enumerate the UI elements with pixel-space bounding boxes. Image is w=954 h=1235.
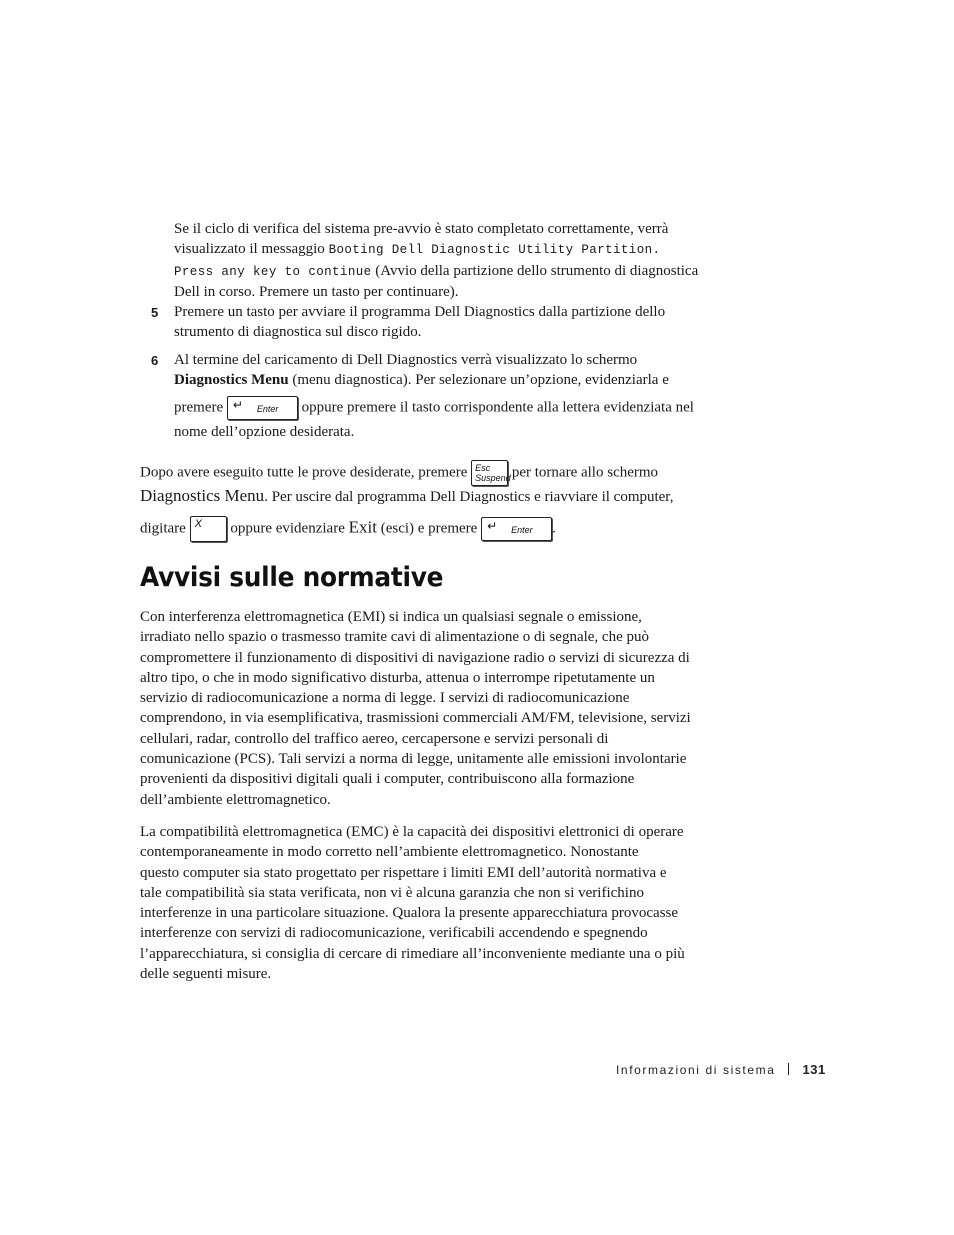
exit-label: Exit <box>348 517 377 537</box>
enter-key-icon: ↵ Enter <box>227 396 298 420</box>
step-number-5: 5 <box>151 305 159 320</box>
section-title: Avvisi sulle normative <box>140 562 444 593</box>
diagnostics-menu-label: Diagnostics Menu <box>140 486 265 505</box>
footer-divider <box>788 1063 789 1075</box>
step-6-line-4: nome dell’opzione desiderata. <box>174 424 355 440</box>
x-key-icon: X <box>190 516 227 542</box>
esc-key-icon: Esc Suspend <box>471 460 508 486</box>
step-5-text: Premere un tasto per avviare il programma Dell Diagnostics dalla partizione dello strumento di diagnostica sul disco rigido. <box>174 304 666 341</box>
page-footer <box>616 1062 826 1077</box>
step-6-line-3: premere ↵ Enter oppure premere il tasto corrispondente alla lettera evidenziata nel <box>174 396 744 420</box>
enter-key-icon: ↵ Enter <box>481 517 552 541</box>
footer-section-name: Informazioni di sistema <box>616 1063 776 1077</box>
after-line-1: Dopo avere eseguito tutte le prove desiderate, premere Esc Suspend per tornare allo schermo <box>140 460 760 486</box>
emc-paragraph: La compatibilità elettromagnetica (EMC) è la capacità dei dispositivi elettronici di operare contemporaneamente in modo corretto nell’ambiente elettromagnetico. Nonostante questo computer sia stato progettato per rispettare i limiti EMI dell’autorità normativa e tale compatibilità sia stata verificata, non vi è alcuna garanzia che non si verifichino interferenze in una particolare situazione. Qualora la presente apparecchiatura provocasse interferenze con servizi di radiocomunicazione, verificabili accendendo e spegnendo l’apparecchiatura, si consiglia di cercare di rimediare all’inconveniente mediante una o più delle seguenti misure. <box>140 824 685 983</box>
diagnostics-menu-label: Diagnostics Menu <box>174 372 289 389</box>
page-number: 131 <box>802 1062 826 1077</box>
emi-paragraph: Con interferenza elettromagnetica (EMI) si indica un qualsiasi segnale o emissione, irradiato nello spazio o trasmesso tramite cavi di alimentazione o di segnale, che può compromettere il funzionamento di dispositivi di navigazione radio o servizi di sicurezza di altro tipo, o che in modo significativo disturba, attenua o interrompe ripetutamente un servizio di radiocomunicazione a norma di legge. I servizi di radiocomunicazione comprendono, in via esemplificativa, trasmissioni commerciali AM/FM, televisione, servizi cellulari, radar, controllo del traffico aereo, cercapersone e servizi personali di comunicazione (PCS). Tali servizi a norma di legge, unitamente alle emissioni involontarie provenienti da dispositivi digitali quali i computer, contribuiscono alla formazione dell’ambiente elettromagnetico. <box>140 609 691 808</box>
intro-line-4: Dell in corso. Premere un tasto per continuare). <box>174 283 459 300</box>
boot-message: Booting Dell Diagnostic Utility Partition. <box>328 243 661 258</box>
intro-line-3: Press any key to continue (Avvio della partizione dello strumento di diagnostica <box>174 262 699 279</box>
intro-paragraph <box>174 219 734 302</box>
press-key-message: Press any key to continue <box>174 264 372 279</box>
step-number-6: 6 <box>151 353 159 368</box>
after-line-3: digitare X oppure evidenziare Exit (esci) e premere ↵ Enter . <box>140 516 760 542</box>
step-6-text: Al termine del caricamento di Dell Diagnostics verrà visualizzato lo schermo Diagnostics Menu (menu diagnostica). Per selezionare un’opzione, evidenziarla e <box>174 352 669 389</box>
intro-line-2: visualizzato il messaggio Booting Dell Diagnostic Utility Partition. <box>174 241 661 258</box>
after-line-2: Diagnostics Menu. Per uscire dal programma Dell Diagnostics e riavviare il computer, <box>140 486 674 505</box>
intro-line-1: Se il ciclo di verifica del sistema pre-avvio è stato completato correttamente, verrà <box>174 221 669 237</box>
